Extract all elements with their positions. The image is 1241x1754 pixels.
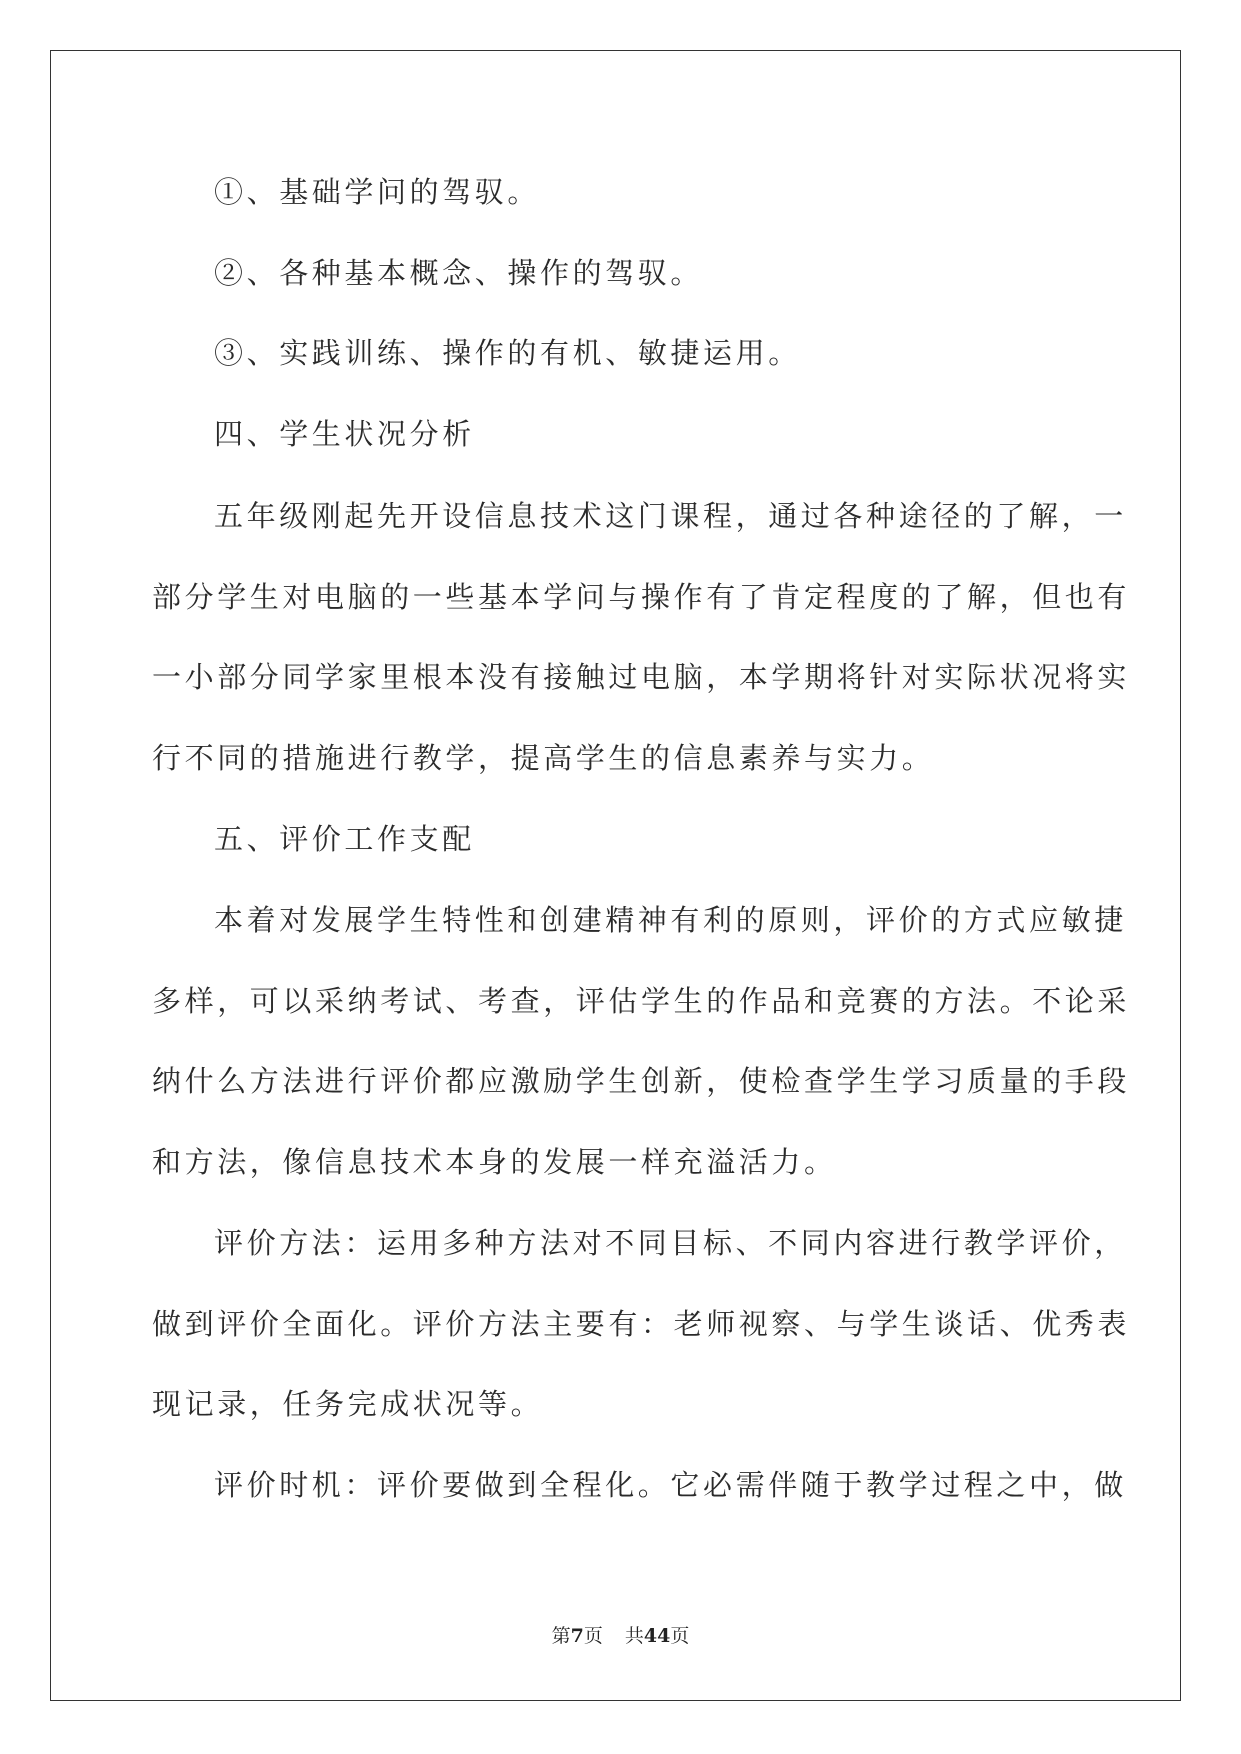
paragraph-line: 纳什么方法进行评价都应激励学生创新，使检查学生学习质量的手段 bbox=[152, 1064, 1131, 1098]
section-heading-5: 五、评价工作支配 bbox=[214, 822, 475, 856]
paragraph-line: 评价时机：评价要做到全程化。它必需伴随于教学过程之中，做 bbox=[214, 1468, 1127, 1502]
paragraph-line: 做到评价全面化。评价方法主要有：老师视察、与学生谈话、优秀表 bbox=[152, 1307, 1131, 1341]
list-item-2: ②、各种基本概念、操作的驾驭。 bbox=[214, 256, 704, 290]
paragraph-line: 评价方法：运用多种方法对不同目标、不同内容进行教学评价， bbox=[214, 1226, 1127, 1260]
list-item-3: ③、实践训练、操作的有机、敏捷运用。 bbox=[214, 336, 801, 370]
total-prefix: 共 bbox=[624, 1625, 644, 1647]
total-pages: 44 bbox=[643, 1625, 671, 1647]
page-border bbox=[50, 50, 1181, 1701]
paragraph-line: 本着对发展学生特性和创建精神有利的原则，评价的方式应敏捷 bbox=[214, 903, 1127, 937]
list-item-1: ①、基础学问的驾驭。 bbox=[214, 175, 541, 209]
total-suffix: 页 bbox=[670, 1625, 690, 1647]
paragraph-line: 一小部分同学家里根本没有接触过电脑，本学期将针对实际状况将实 bbox=[152, 660, 1131, 694]
page-footer bbox=[0, 1624, 1241, 1648]
paragraph-line: 五年级刚起先开设信息技术这门课程，通过各种途径的了解，一 bbox=[214, 499, 1127, 533]
page-prefix: 第 bbox=[551, 1625, 571, 1647]
paragraph-line: 行不同的措施进行教学，提高学生的信息素养与实力。 bbox=[152, 741, 935, 775]
page-number: 7 bbox=[570, 1625, 584, 1647]
paragraph-line: 部分学生对电脑的一些基本学问与操作有了肯定程度的了解，但也有 bbox=[152, 580, 1131, 614]
section-heading-4: 四、学生状况分析 bbox=[214, 417, 475, 451]
page-suffix: 页 bbox=[583, 1625, 603, 1647]
paragraph-line: 和方法，像信息技术本身的发展一样充溢活力。 bbox=[152, 1145, 837, 1179]
paragraph-line: 多样，可以采纳考试、考查，评估学生的作品和竞赛的方法。不论采 bbox=[152, 984, 1131, 1018]
paragraph-line: 现记录，任务完成状况等。 bbox=[152, 1387, 544, 1421]
